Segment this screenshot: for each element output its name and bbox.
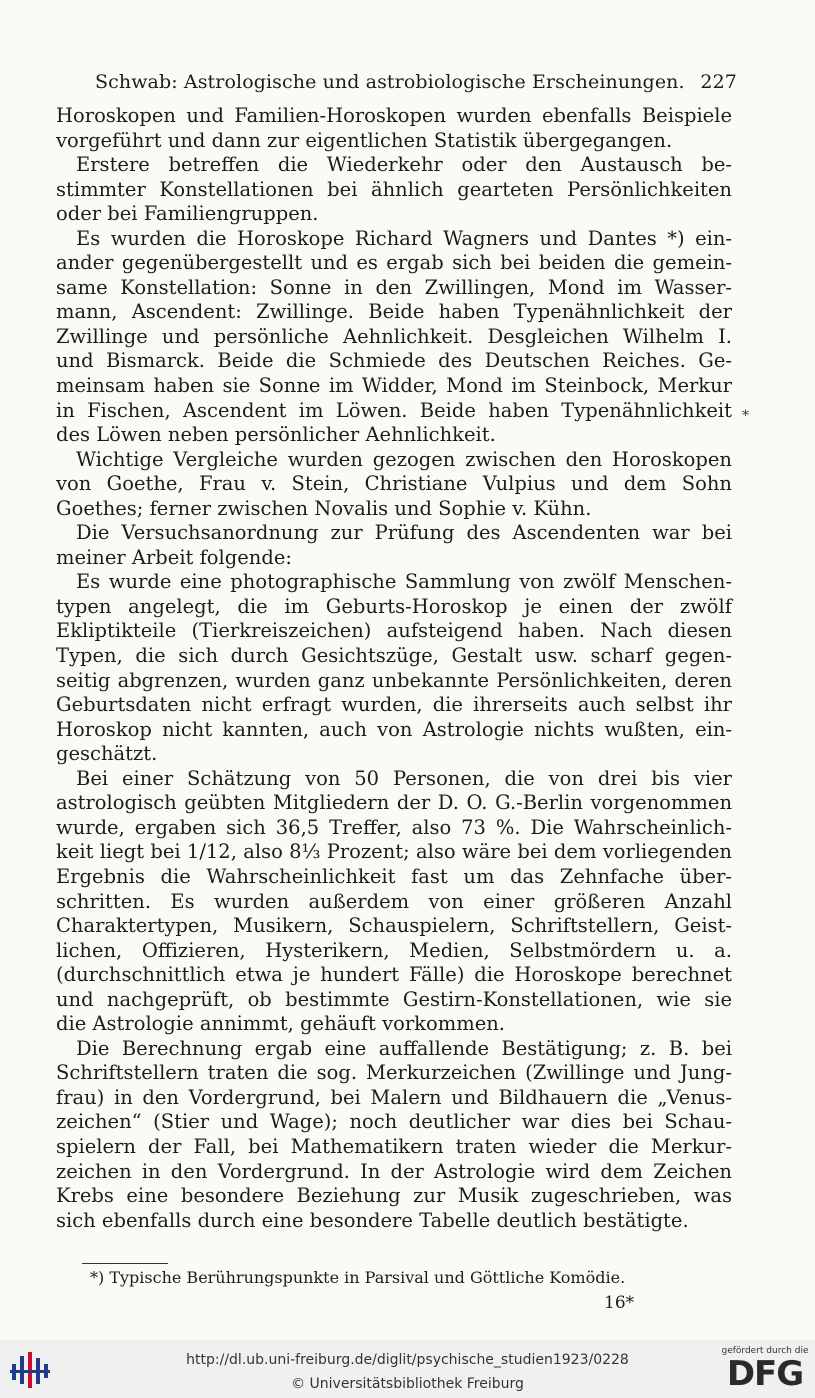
text-line: Bei einer Schätzung von 50 Personen, die von drei bis vier [76, 766, 732, 790]
text-line: des Löwen neben persönlicher Aehnlichkeit. [56, 423, 496, 447]
text-line: Erstere betreffen die Wiederkehr oder den Austausch be- [76, 153, 732, 177]
text-line: meiner Arbeit folgende: [56, 545, 292, 569]
text-line: ander gegenübergestellt und es ergab sich bei beiden die gemein- [56, 251, 732, 275]
text-line: seitig abgrenzen, wurden ganz unbekannte Persönlichkeiten, deren [56, 668, 732, 692]
permalink-url[interactable]: http://dl.ub.uni-freiburg.de/diglit/psychische_studien1923/0228 [186, 1352, 629, 1368]
text-line: Es wurde eine photographische Sammlung von zwölf Menschen- [76, 570, 732, 594]
text-line: wurde, ergaben sich 36,5 Treffer, also 73 %. Die Wahrscheinlich- [56, 815, 732, 839]
text-line: Zwillinge und persönliche Aehnlichkeit. Desgleichen Wilhelm I. [56, 324, 732, 348]
text-line: Ekliptikteile (Tierkreiszeichen) aufsteigend haben. Nach diesen [56, 619, 732, 643]
text-line: sich ebenfalls durch eine besondere Tabelle deutlich bestätigte. [56, 1208, 689, 1232]
footnote-rule [82, 1263, 168, 1264]
text-line: spielern der Fall, bei Mathematikern traten wieder die Merkur- [56, 1134, 732, 1158]
text-line: die Astrologie annimmt, gehäuft vorkommen. [56, 1012, 506, 1036]
text-line: in Fischen, Ascendent im Löwen. Beide haben Typenähnlichkeit [56, 398, 732, 422]
text-line: lichen, Offizieren, Hysterikern, Medien, Selbstmördern u. a. [56, 938, 732, 962]
text-line: schritten. Es wurden außerdem von einer größeren Anzahl [56, 889, 732, 913]
text-line: Ergebnis die Wahrscheinlichkeit fast um das Zehnfache über- [56, 864, 732, 888]
text-line: Die Versuchsanordnung zur Prüfung des Ascendenten war bei [76, 521, 732, 545]
margin-mark: * [742, 408, 749, 424]
text-line: Horoskopen und Familien-Horoskopen wurden ebenfalls Beispiele [56, 104, 732, 127]
text-line: meinsam haben sie Sonne im Widder, Mond im Steinbock, Merkur [56, 374, 732, 398]
text-line: geschätzt. [56, 742, 158, 766]
text-line: stimmter Konstellationen bei ähnlich gearteten Persönlichkeiten [56, 177, 732, 201]
footnote: *) Typische Berührungspunkte in Parsival und Göttliche Komödie. [90, 1268, 626, 1287]
text-line: mann, Ascendent: Zwillinge. Beide haben Typenähnlichkeit der [56, 300, 732, 324]
text-line: Es wurden die Horoskope Richard Wagners und Dantes *) ein- [76, 226, 732, 250]
text-line: Krebs eine besondere Beziehung zur Musik zugeschrieben, was [56, 1184, 732, 1208]
signature-mark: 16* [604, 1293, 635, 1313]
text-line: keit liegt bei 1/12, also 8⅓ Prozent; also wäre bei dem vorliegenden [56, 840, 732, 864]
text-line: Schriftstellern traten die sog. Merkurzeichen (Zwillinge und Jung- [56, 1061, 732, 1085]
text-line: Horoskop nicht kannten, auch von Astrologie nichts wußten, ein- [56, 717, 732, 741]
text-line: zeichen“ (Stier und Wage); noch deutlicher war dies bei Schau- [56, 1110, 732, 1134]
copyright-notice: © Universitätsbibliothek Freiburg [291, 1376, 524, 1392]
text-line: Charaktertypen, Musikern, Schauspielern, Schriftstellern, Geist- [56, 914, 732, 938]
text-line: same Konstellation: Sonne in den Zwillingen, Mond im Wasser- [56, 275, 732, 299]
text-line: von Goethe, Frau v. Stein, Christiane Vulpius und dem Sohn [56, 472, 732, 496]
text-line: oder bei Familiengruppen. [56, 202, 319, 226]
text-line: frau) in den Vordergrund, bei Malern und Bildhauern die „Venus- [56, 1085, 732, 1109]
text-line: zeichen in den Vordergrund. In der Astrologie wird dem Zeichen [56, 1159, 732, 1183]
dfg-tagline: gefördert durch die [721, 1346, 809, 1356]
text-line: Geburtsdaten nicht erfragt wurden, die ihrerseits auch selbst ihr [56, 693, 732, 717]
body-text [56, 104, 732, 1233]
text-line: (durchschnittlich etwa je hundert Fälle) die Horoskope berechnet [56, 963, 732, 987]
text-line: astrologisch geübten Mitgliedern der D. O. G.-Berlin vorgenommen [56, 791, 732, 815]
running-title: Schwab: Astrologische und astrobiologische Erscheinungen. [95, 71, 685, 93]
dfg-logo-icon [720, 1346, 810, 1394]
text-line: vorgeführt und dann zur eigentlichen Statistik übergegangen. [56, 128, 673, 152]
text-line: Typen, die sich durch Gesichtszüge, Gestalt usw. scharf gegen- [56, 644, 732, 668]
text-line: und Bismarck. Beide die Schmiede des Deutschen Reiches. Ge- [56, 349, 732, 373]
text-line: typen angelegt, die im Geburts-Horoskop je einen der zwölf [56, 594, 732, 618]
text-line: und nachgeprüft, ob bestimmte Gestirn-Konstellationen, wie sie [56, 987, 732, 1011]
text-line: Die Berechnung ergab eine auffallende Bestätigung; z. B. bei [76, 1036, 732, 1060]
running-head [95, 68, 745, 96]
page-number: 227 [700, 71, 737, 93]
dfg-logo-text: DFG [726, 1354, 804, 1394]
text-line: Wichtige Vergleiche wurden gezogen zwischen den Horoskopen [76, 447, 732, 471]
text-line: Goethes; ferner zwischen Novalis und Sophie v. Kühn. [56, 496, 592, 520]
